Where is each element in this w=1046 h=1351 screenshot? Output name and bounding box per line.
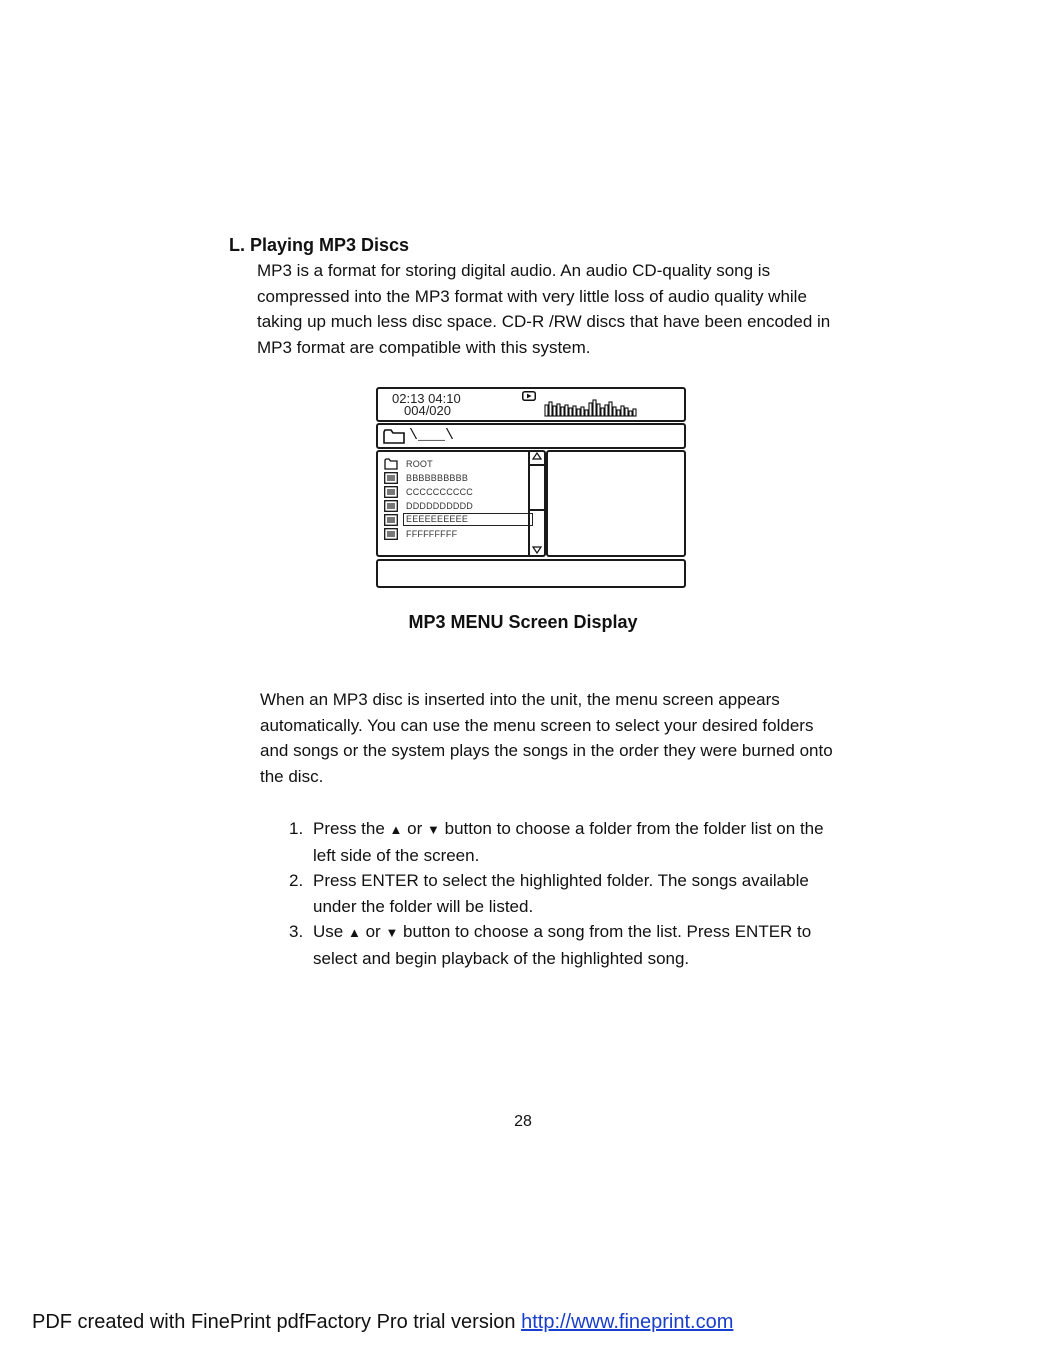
down-arrow-icon: ▼	[385, 925, 399, 941]
step-2: 2. Press ENTER to select the highlighted folder. The songs available under the folder will be listed.	[289, 871, 809, 916]
list-item[interactable]	[384, 485, 473, 498]
spectrum-analyzer-icon	[544, 395, 640, 417]
track-counter: 004/020	[404, 403, 451, 418]
section-heading: L. Playing MP3 Discs	[229, 235, 410, 255]
step-1: 1. Press the ▲ or ▼ button to choose a folder from the folder list on the left side of the screen.	[289, 819, 824, 865]
info-panel	[546, 450, 686, 557]
pdf-footer	[32, 1311, 733, 1334]
list-item[interactable]	[384, 471, 468, 484]
elapsed-time: 02:13 04:10	[392, 391, 461, 406]
footer-text: PDF created with FinePrint pdfFactory Pro trial version	[32, 1311, 516, 1333]
folder-icon	[383, 429, 405, 444]
message-bar	[376, 559, 686, 588]
instruction-steps	[289, 816, 839, 972]
list-item-label: FFFFFFFFF	[406, 528, 458, 539]
scroll-thumb[interactable]	[530, 464, 544, 511]
list-item-highlighted[interactable]	[384, 513, 533, 526]
list-item-label: ROOT	[406, 458, 433, 469]
up-arrow-icon: ▲	[347, 925, 361, 941]
play-indicator-icon	[522, 391, 536, 401]
page-number: 28	[514, 1113, 532, 1130]
folder-icon	[384, 458, 398, 470]
up-arrow-icon: ▲	[389, 822, 403, 837]
figure-caption: MP3 MENU Screen Display	[408, 612, 638, 632]
status-bar	[376, 387, 686, 422]
footer-link[interactable]: http://www.fineprint.com	[521, 1311, 734, 1333]
mp3-menu-screen-figure	[376, 387, 687, 590]
list-item-label: BBBBBBBBBB	[406, 472, 469, 483]
mp3-file-icon	[384, 514, 398, 526]
list-item[interactable]	[384, 499, 473, 512]
file-list	[376, 450, 546, 557]
list-item[interactable]	[384, 527, 457, 540]
step-3: 3. Use ▲ or ▼ button to choose a song from the list. Press ENTER to select and begin playback of the highlighted song.	[289, 922, 812, 968]
mp3-file-icon	[384, 472, 398, 484]
mp3-file-icon	[384, 500, 398, 512]
body-paragraph: When an MP3 disc is inserted into the unit, the menu screen appears automatically. You can use the menu screen to select your desired folders and songs or the system plays the songs in the order they were burned onto the disc.	[260, 690, 833, 786]
scroll-up-arrow-icon[interactable]	[532, 452, 542, 460]
list-item-label: EEEEEEEEEE	[403, 513, 533, 526]
folder-path: \___\	[409, 427, 455, 444]
list-item-label: CCCCCCCCCC	[406, 486, 473, 497]
down-arrow-icon: ▼	[427, 822, 440, 837]
scroll-down-arrow-icon[interactable]	[532, 546, 542, 554]
list-item-root[interactable]	[384, 457, 433, 470]
path-bar	[376, 423, 686, 449]
list-item-label: DDDDDDDDDD	[406, 500, 473, 511]
mp3-file-icon	[384, 528, 398, 540]
mp3-file-icon	[384, 486, 398, 498]
intro-paragraph: MP3 is a format for storing digital audio. An audio CD-quality song is compressed into the MP3 format with very little loss of audio quality while taking up much less disc space. CD-R /RW discs that have been encoded in MP3 format are compatible with this system.	[257, 261, 831, 357]
scrollbar[interactable]	[528, 452, 544, 555]
